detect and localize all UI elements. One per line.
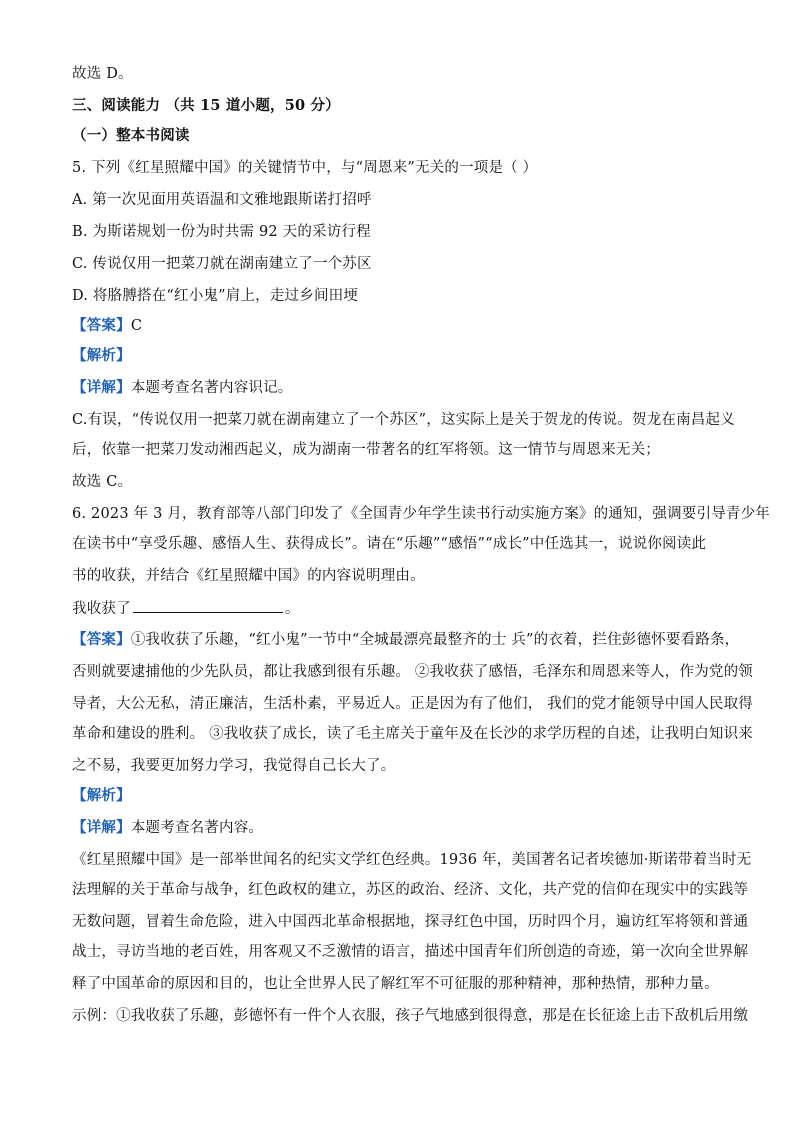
text-line: 示例：①我收获了乐趣，彭德怀有一件个人衣服，孩子气地感到很得意，那是在长征途上击下敌机后用缴 xyxy=(72,1008,749,1024)
question-6: 6. 2023 年 3 月，教育部等八部门印发了《全国青少年学生读书行动实施方案》的通知，强调要引导青少年 xyxy=(72,506,770,522)
detail-text: 本题考查名著内容识记。 xyxy=(130,380,293,396)
text-line: 释了中国革命的原因和目的，也让全世界人民了解红军不可征服的那种精神，那种热情，那种力量。 xyxy=(72,976,719,992)
detail-tag: 【详解】 xyxy=(72,819,131,836)
text-line: 《红星照耀中国》是一部举世闻名的纪实文学红色经典。1936 年，美国著名记者埃德加·斯诺带着当时无 xyxy=(72,852,752,868)
option-b: B. 为斯诺规划一份为时共需 92 天的采访行程 xyxy=(72,224,371,240)
detail-tag: 【详解】 xyxy=(72,379,131,396)
detail-line xyxy=(72,818,732,838)
analysis-tag: 【解析】 xyxy=(72,787,131,804)
fill-blank-line xyxy=(72,598,732,619)
text-line: 在读书中“享受乐趣、感悟人生、获得成长”。请在“乐趣”“感悟”“成长”中任选其一，说说你阅读此 xyxy=(72,536,707,552)
analysis-line xyxy=(72,346,732,366)
text-line: 故选 C。 xyxy=(72,474,133,490)
text-line: 后，依靠一把菜刀发动湘西起义，成为湖南一带著名的红军将领。这一情节与周恩来无关； xyxy=(72,442,660,458)
text-line: 之不易，我要更加努力学习，我觉得自己长大了。 xyxy=(72,758,396,774)
analysis-line xyxy=(72,786,732,806)
text-line: C.有误，“传说仅用一把菜刀就在湖南建立了一个苏区”，这实际上是关于贺龙的传说。贺龙在南昌起义 xyxy=(72,412,735,428)
fill-blank-prefix: 我收获了 xyxy=(72,601,131,617)
text-line: 否则就要逮捕他的少先队员，都让我感到很有乐趣。 ②我收获了感悟，毛泽东和周恩来等人，作为党的领 xyxy=(72,664,754,680)
answer-tag: 【答案】 xyxy=(72,631,131,648)
question-5: 5. 下列《红星照耀中国》的关键情节中，与“周恩来”无关的一项是（ ） xyxy=(72,160,538,176)
section-heading: 三、阅读能力 （共 15 道小题，50 分） xyxy=(72,97,340,114)
text-line: 导者，大公无私，清正廉洁，生活朴素，平易近人。正是因为有了他们， 我们的党才能领导中国人民取得 xyxy=(72,696,754,712)
detail-line xyxy=(72,378,732,398)
answer-text: C xyxy=(130,318,143,334)
subsection-heading: （一）整本书阅读 xyxy=(72,127,190,144)
text-line: 法理解的关于革命与战争，红色政权的建立，苏区的政治、经济、文化，共产党的信仰在现实中的实践等 xyxy=(72,882,749,898)
text-line: 书的收获，并结合《红星照耀中国》的内容说明理由。 xyxy=(72,568,425,584)
answer-text: ①我收获了乐趣，“红小鬼”一节中“全城最漂亮最整齐的士 兵”的衣着，拦住彭德怀要看路条， xyxy=(130,632,740,648)
answer-line xyxy=(72,316,732,336)
option-c: C. 传说仅用一把菜刀就在湖南建立了一个苏区 xyxy=(72,256,372,272)
option-a: A. 第一次见面用英语温和文雅地跟斯诺打招呼 xyxy=(72,192,372,208)
text-line: 战士，寻访当地的老百姓，用客观又不乏激情的语言，描述中国青年们所创造的奇迹，第一次向全世界解 xyxy=(72,944,749,960)
answer-blank xyxy=(133,598,283,613)
answer-tag: 【答案】 xyxy=(72,317,131,334)
text-line: 革命和建设的胜利。 ③我收获了成长，读了毛主席关于童年及在长沙的求学历程的自述，让我明白知识来 xyxy=(72,726,754,742)
analysis-tag: 【解析】 xyxy=(72,347,131,364)
text-line: 无数问题，冒着生命危险，进入中国西北革命根据地，探寻红色中国，历时四个月，遍访红军将领和普通 xyxy=(72,914,749,930)
option-d: D. 将胳膊搭在“红小鬼”肩上，走过乡间田埂 xyxy=(72,288,359,304)
answer-line xyxy=(72,630,740,650)
fill-blank-suffix: 。 xyxy=(284,601,300,617)
detail-text: 本题考查名著内容。 xyxy=(130,820,264,836)
text-line: 故选 D。 xyxy=(72,66,133,82)
